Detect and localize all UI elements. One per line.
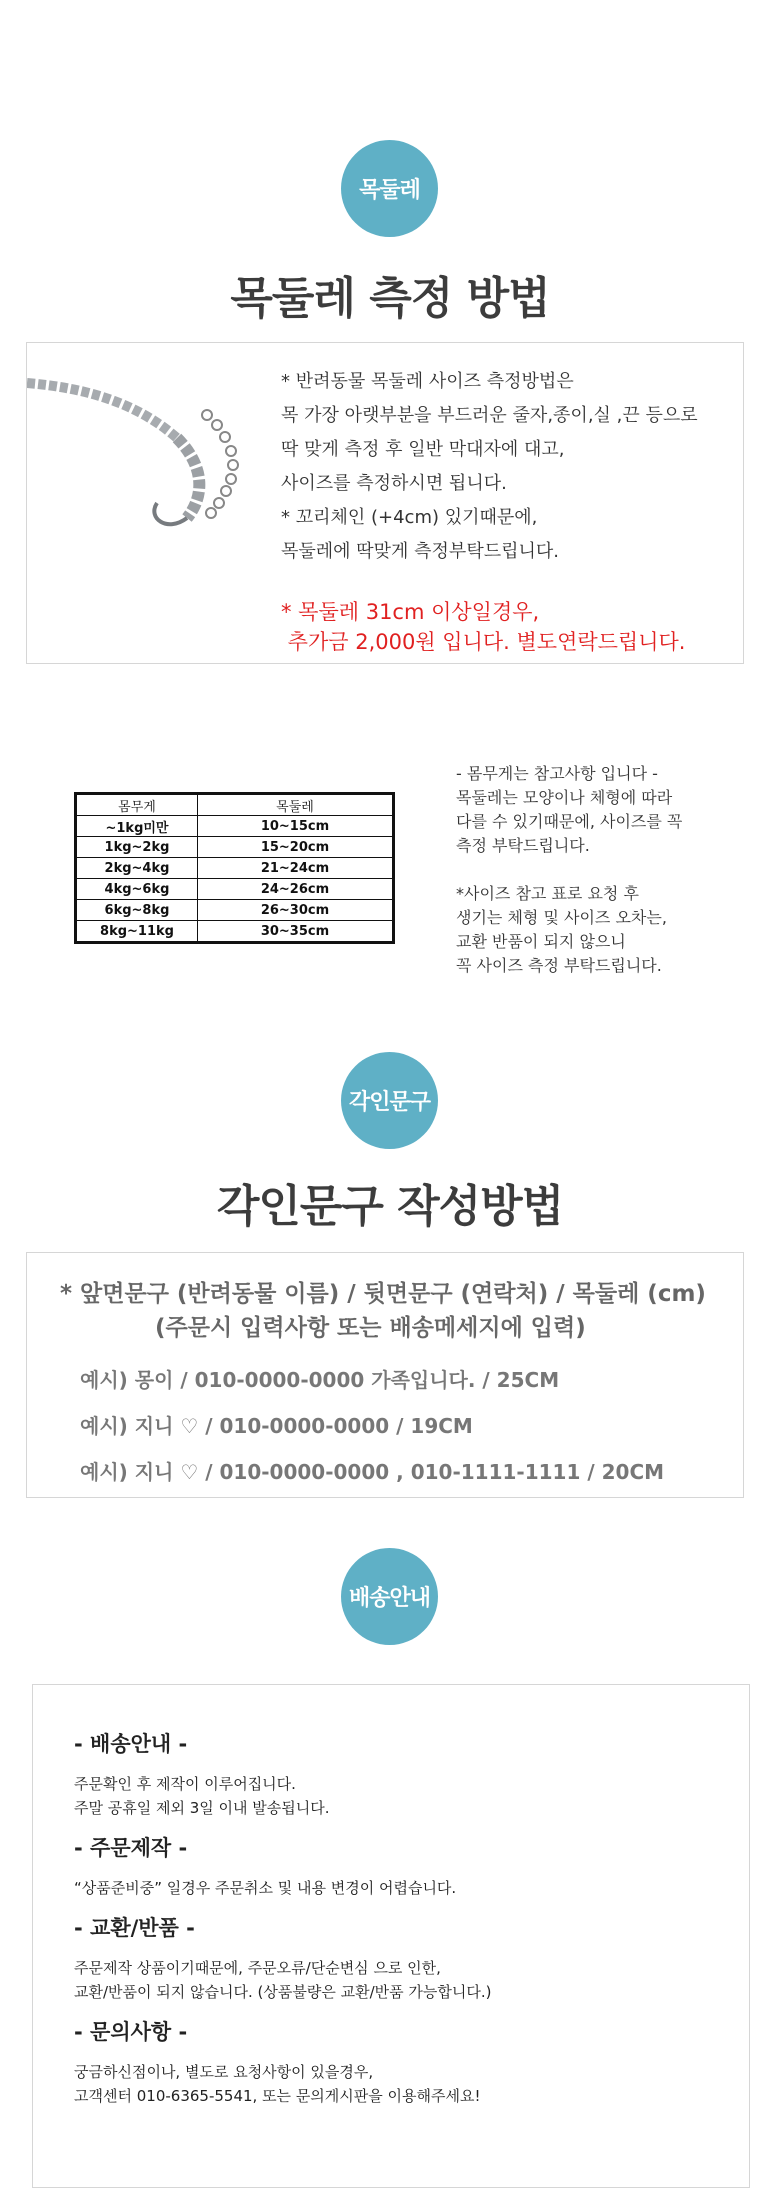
neck-line: 목둘레에 딱맞게 측정부탁드립니다. (281, 541, 559, 562)
note-line: 목둘레는 모양이나 체형에 따라 (456, 788, 673, 807)
cell-weight: 8kg~11kg (76, 921, 198, 943)
size-note (456, 762, 756, 978)
neck-line: * 반려동물 목둘레 사이즈 측정방법은 (281, 371, 574, 392)
note-line: 측정 부탁드립니다. (456, 836, 590, 855)
chain-collar-image (27, 343, 267, 543)
neck-line: 딱 맞게 측정 후 일반 막대자에 대고, (281, 439, 565, 460)
note-line: 교환 반품이 되지 않으니 (456, 932, 626, 951)
neck-surcharge-note (281, 597, 761, 657)
size-table-header (76, 794, 394, 816)
cell-neck: 26~30cm (198, 900, 394, 921)
ship-line: “상품준비중” 일경우 주문취소 및 내용 변경이 어렵습니다. (74, 1879, 457, 1897)
ship-line: 교환/반품이 되지 않습니다. (상품불량은 교환/반품 가능합니다.) (74, 1983, 492, 2001)
engrave-format: * 앞면문구 (반려동물 이름) / 뒷면문구 (연락처) / 목둘레 (cm) (60, 1281, 706, 1307)
note-spacer (456, 858, 756, 882)
neck-info-box (26, 342, 744, 664)
ship-block-custom (74, 1832, 754, 1900)
ship-heading: - 교환/반품 - (74, 1916, 195, 1940)
engrave-example: 예시) 몽이 / 010-0000-0000 가족입니다. / 25CM (80, 1368, 560, 1392)
table-row (76, 837, 394, 858)
cell-neck: 24~26cm (198, 879, 394, 900)
neck-red-line: 추가금 2,000원 입니다. 별도연락드립니다. (281, 630, 686, 654)
note-line: 다를 수 있기때문에, 사이즈를 꼭 (456, 812, 683, 831)
cell-weight: 1kg~2kg (76, 837, 198, 858)
engrave-badge: 각인문구 (341, 1052, 438, 1149)
neck-badge: 목둘레 (341, 140, 438, 237)
header-neck: 목둘레 (198, 794, 394, 816)
ship-heading: - 문의사항 - (74, 2020, 188, 2044)
ship-heading: - 주문제작 - (74, 1836, 188, 1860)
ship-line: 고객센터 010-6365-5541, 또는 문의게시판을 이용해주세요! (74, 2087, 481, 2105)
table-row (76, 900, 394, 921)
table-row (76, 816, 394, 837)
engrave-format-note: (주문시 입력사항 또는 배송메세지에 입력) (155, 1315, 586, 1341)
neck-line: * 꼬리체인 (+4cm) 있기때문에, (281, 507, 538, 528)
table-row (76, 879, 394, 900)
ship-line: 궁금하신점이나, 별도로 요청사항이 있을경우, (74, 2063, 374, 2081)
ship-line: 주말 공휴일 제외 3일 이내 발송됩니다. (74, 1799, 330, 1817)
cell-weight: ~1kg미만 (76, 816, 198, 837)
ship-block-delivery (74, 1728, 754, 1820)
table-row (76, 858, 394, 879)
engrave-example: 예시) 지니 ♡ / 010-0000-0000 / 19CM (80, 1414, 473, 1438)
note-line: - 몸무게는 참고사항 입니다 - (456, 764, 658, 783)
size-table (74, 792, 395, 944)
neck-line: 사이즈를 측정하시면 됩니다. (281, 473, 507, 494)
cell-weight: 2kg~4kg (76, 858, 198, 879)
cell-neck: 21~24cm (198, 858, 394, 879)
note-line: 꼭 사이즈 측정 부탁드립니다. (456, 956, 662, 975)
note-line: *사이즈 참고 표로 요청 후 (456, 884, 639, 903)
ship-line: 주문확인 후 제작이 이루어집니다. (74, 1775, 296, 1793)
engrave-example: 예시) 지니 ♡ / 010-0000-0000 , 010-1111-1111 / 20CM (80, 1460, 665, 1484)
cell-weight: 4kg~6kg (76, 879, 198, 900)
neck-title: 목둘레 측정 방법 (230, 273, 550, 324)
note-line: 생기는 체형 및 사이즈 오차는, (456, 908, 667, 927)
cell-weight: 6kg~8kg (76, 900, 198, 921)
ship-block-inquiry (74, 2016, 754, 2108)
header-weight: 몸무게 (76, 794, 198, 816)
ship-block-return (74, 1912, 754, 2004)
cell-neck: 30~35cm (198, 921, 394, 943)
table-row (76, 921, 394, 943)
neck-instructions (281, 365, 761, 569)
ship-heading: - 배송안내 - (74, 1732, 188, 1756)
neck-red-line: * 목둘레 31cm 이상일경우, (281, 600, 540, 624)
engrave-title: 각인문구 작성방법 (216, 1181, 564, 1232)
cell-neck: 15~20cm (198, 837, 394, 858)
ship-badge: 배송안내 (341, 1548, 438, 1645)
neck-line: 목 가장 아랫부분을 부드러운 줄자,종이,실 ,끈 등으로 (281, 405, 698, 426)
cell-neck: 10~15cm (198, 816, 394, 837)
ship-line: 주문제작 상품이기때문에, 주문오류/단순변심 으로 인한, (74, 1959, 441, 1977)
